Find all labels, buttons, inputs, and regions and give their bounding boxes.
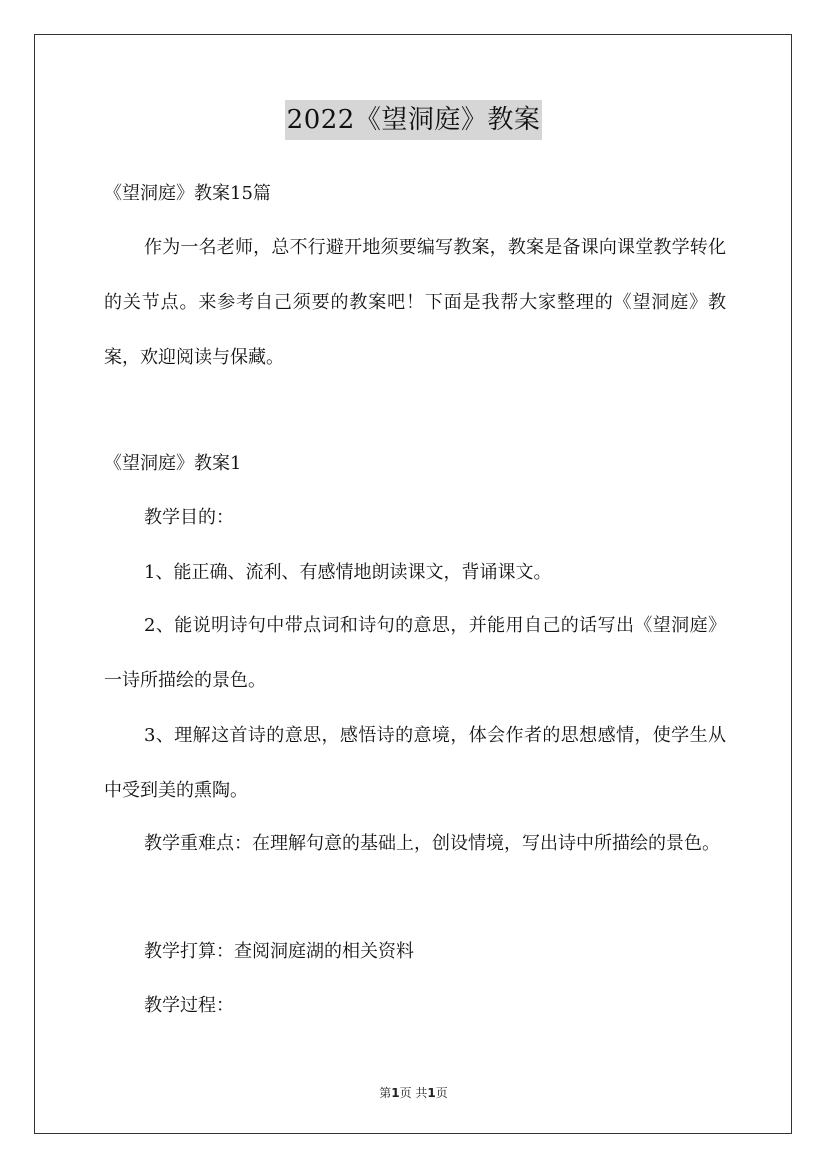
objective-1: 1、能正确、流利、有感情地朗读课文，背诵课文。 [144, 562, 552, 583]
footer-page-mid: 页 共 [399, 1086, 428, 1100]
document-subtitle: 《望洞庭》教案15篇 [104, 183, 271, 204]
title-container [0, 100, 827, 140]
footer-page-number: 1 [391, 1086, 400, 1100]
document-title: 2022《望洞庭》教案 [285, 100, 543, 140]
preparation: 教学打算：查阅洞庭湖的相关资料 [144, 941, 414, 962]
key-points: 教学重难点：在理解句意的基础上，创设情境，写出诗中所描绘的景色。 [144, 833, 720, 854]
objective-3: 3、理解这首诗的意思，感悟诗的意境，体会作者的思想感情，使学生从中受到美的熏陶。 [104, 725, 726, 801]
process-label: 教学过程： [144, 995, 234, 1016]
page-footer [0, 1084, 827, 1101]
footer-total-pages: 1 [427, 1086, 436, 1100]
footer-page-prefix: 第 [379, 1086, 392, 1100]
intro-paragraph: 作为一名老师，总不行避开地须要编写教案，教案是备课向课堂教学转化的关节点。来参考自己须要的教案吧！下面是我帮大家整理的《望洞庭》教案，欢迎阅读与保藏。 [104, 237, 726, 368]
objective-2: 2、能说明诗句中带点词和诗句的意思，并能用自己的话写出《望洞庭》一诗所描绘的景色。 [104, 615, 726, 691]
section-heading: 《望洞庭》教案1 [104, 453, 242, 474]
footer-page-suffix: 页 [435, 1086, 448, 1100]
objectives-label: 教学目的： [144, 507, 234, 528]
